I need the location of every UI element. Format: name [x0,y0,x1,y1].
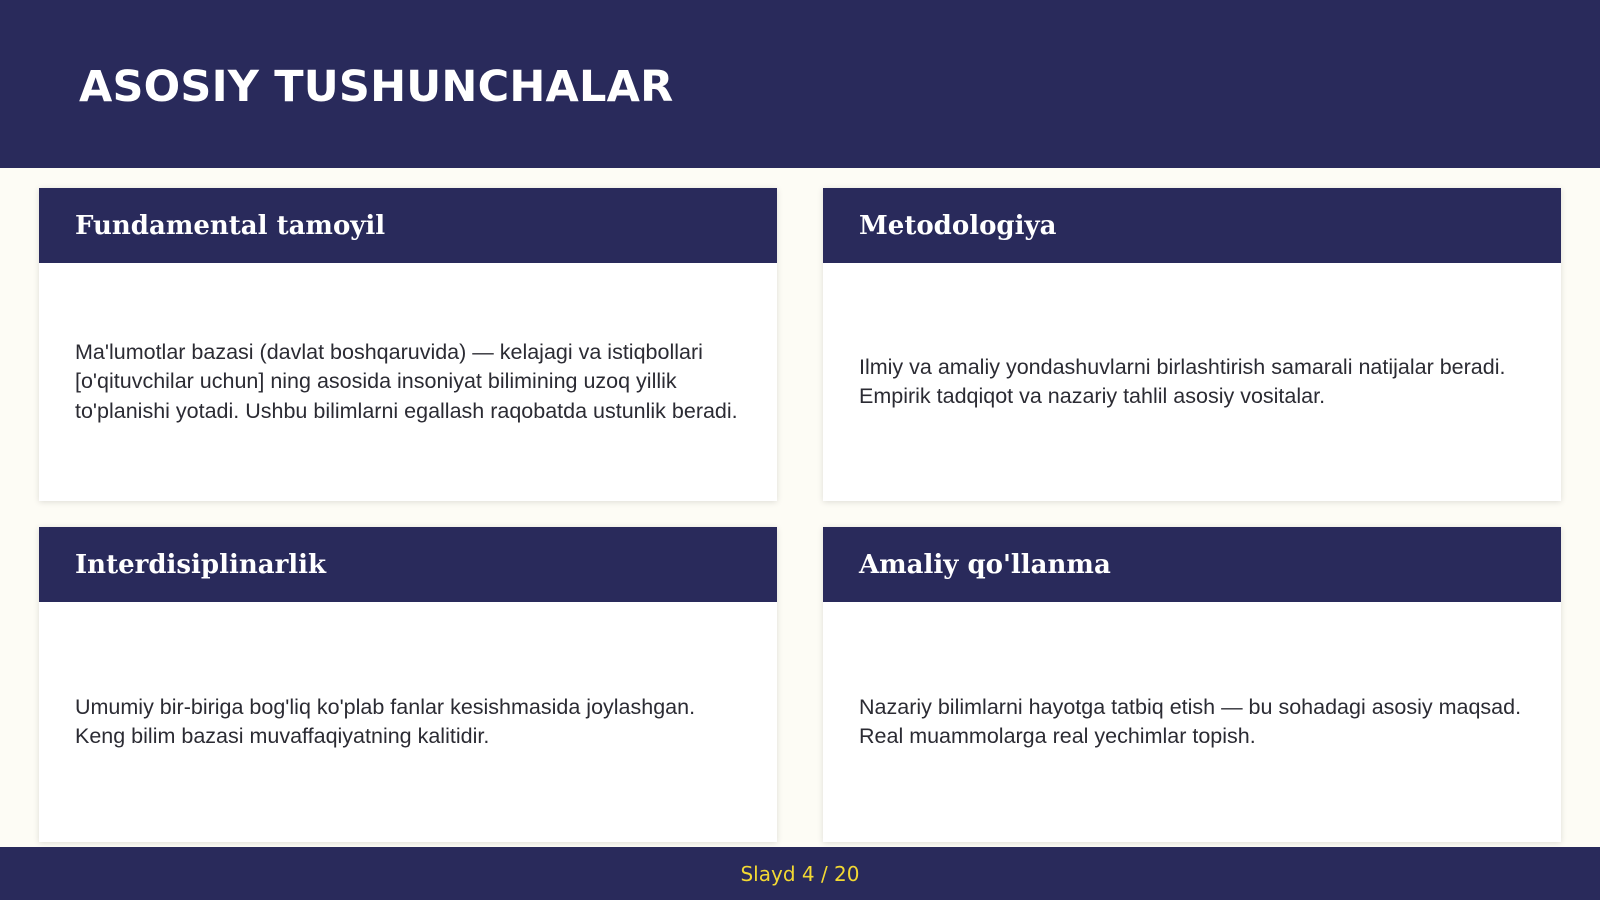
slide-footer [0,847,1600,900]
card-title: Amaliy qo'llanma [859,549,1111,580]
page-title: ASOSIY TUSHUNCHALAR [79,62,674,112]
card-title: Metodologiya [859,210,1057,241]
card-text: Ma'lumotlar bazasi (davlat boshqaruvida) — kelajagi va istiqbollari [o'qituvchilar uchun] ning asosida insoniyat bilimining uzoq yillik to'planishi yotadi. Ushbu bilimlarni egallash raqobatda ustunlik beradi. [75,339,738,423]
card-title: Fundamental tamoyil [75,210,386,241]
card-text: Nazariy bilimlarni hayotga tatbiq etish — bu sohadagi asosiy maqsad. Real muammolarga real yechimlar topish. [859,694,1522,748]
card-header [39,527,777,602]
card-body [823,602,1561,842]
concept-card-methodology [823,188,1561,501]
card-body [823,263,1561,501]
card-header [39,188,777,263]
card-header [823,188,1561,263]
card-text: Umumiy bir-biriga bog'liq ko'plab fanlar kesishmasida joylashgan. Keng bilim bazasi muvaffaqiyatning kalitidir. [75,694,696,748]
card-header [823,527,1561,602]
slide-counter: Slayd 4 / 20 [740,861,860,886]
card-body [39,263,777,501]
concept-card-fundamental [39,188,777,501]
card-title: Interdisiplinarlik [75,549,327,580]
slide-header [0,0,1600,168]
card-text: Ilmiy va amaliy yondashuvlarni birlashtirish samarali natijalar beradi. Empirik tadqiqot va nazariy tahlil asosiy vositalar. [859,354,1506,408]
card-body [39,602,777,842]
concept-card-interdisciplinary [39,527,777,842]
concept-card-practical [823,527,1561,842]
